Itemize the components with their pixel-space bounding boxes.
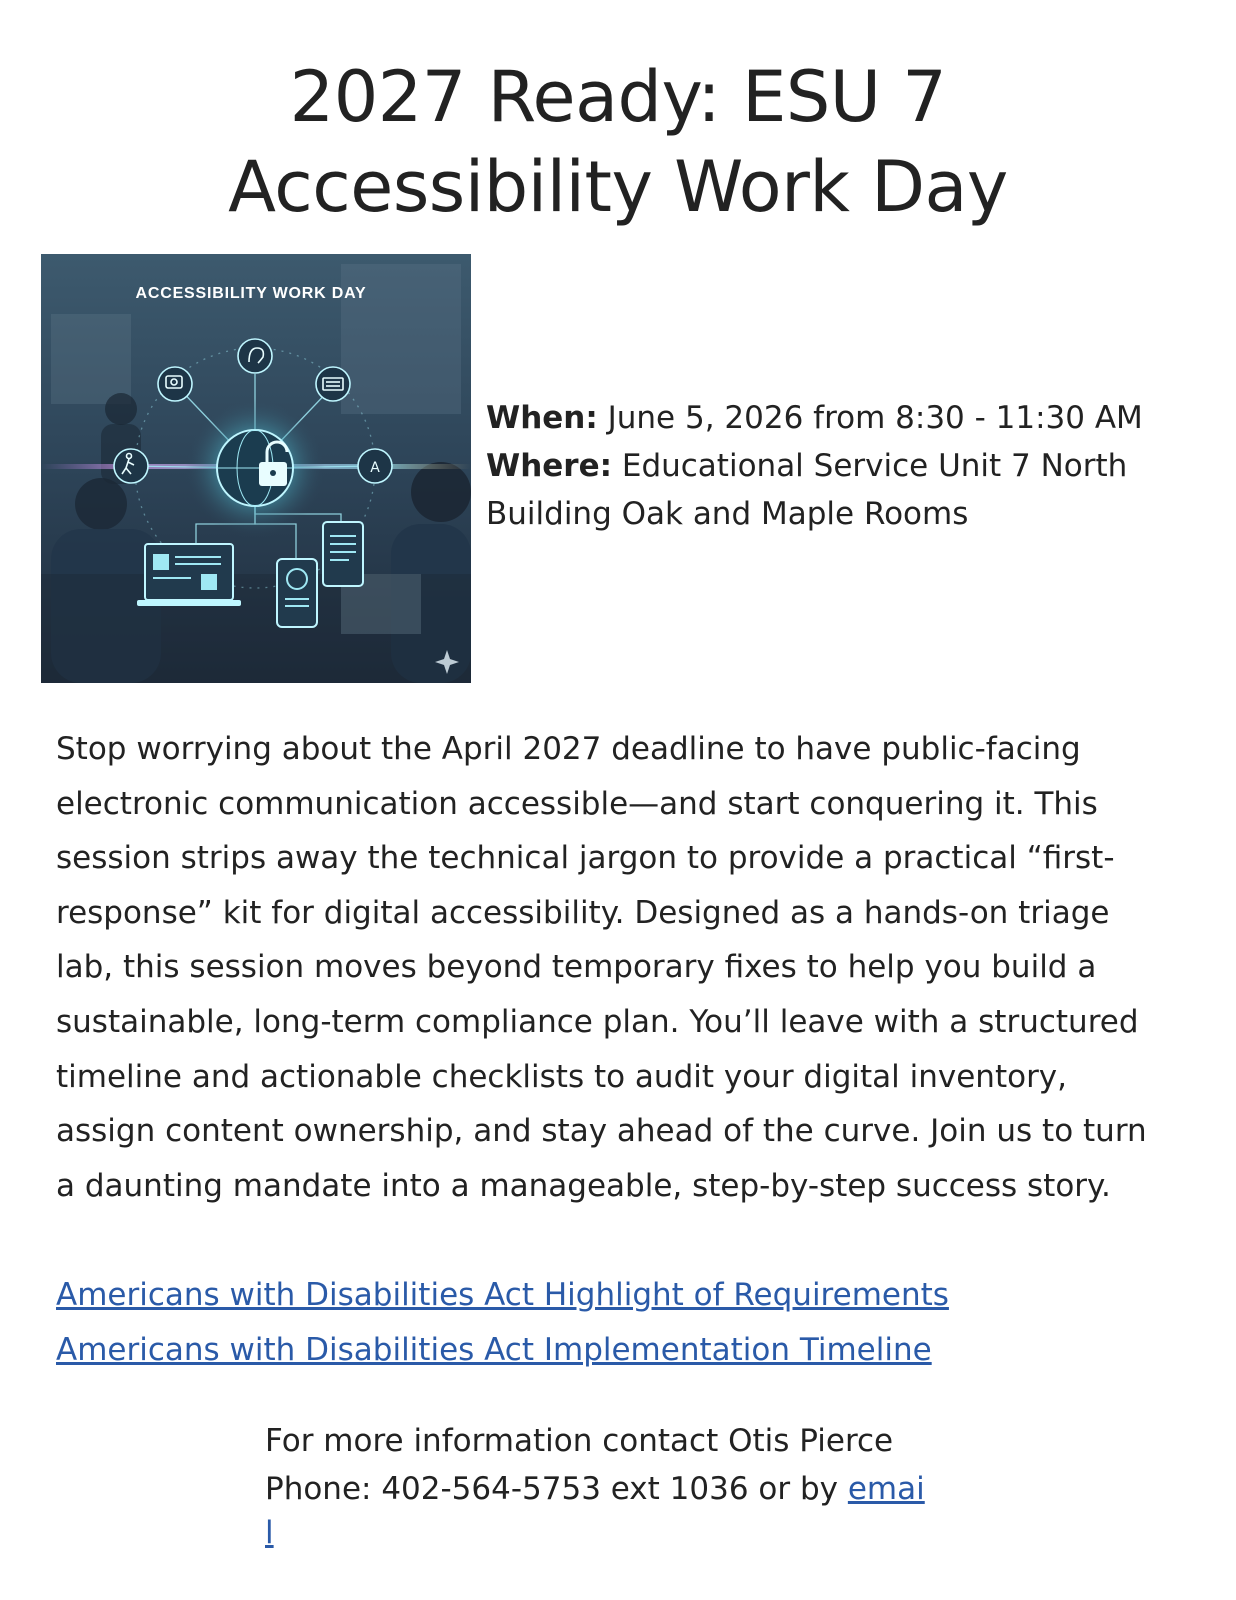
phone-line — [265, 1465, 965, 1513]
where-label: Where: — [486, 448, 612, 484]
description-paragraph: Stop worrying about the April 2027 deadline to have public-facing electronic communication accessible—and start conquering it. This session strips away the technical jargon to provide a practical “first-response” kit for digital accessibility. Designed as a hands-on triage lab, this session moves beyond temporary fixes to help you build a sustainable, long-term compliance plan. You’ll leave with a structured timeline and actionable checklists to audit your digital inventory, assign content ownership, and stay ahead of the curve. Join us to turn a daunting mandate into a manageable, step-by-step success story. — [56, 731, 1147, 1204]
resource-links — [56, 1268, 1166, 1377]
keyboard-icon — [316, 367, 350, 401]
hero-caption: ACCESSIBILITY WORK DAY — [135, 285, 367, 302]
when-row — [486, 394, 1206, 442]
page-title — [0, 52, 1236, 232]
where-row — [486, 442, 1206, 538]
where-value: Educational Service Unit 7 North Building Oak and Maple Rooms — [486, 448, 1128, 532]
contact-line: For more information contact Otis Pierce — [265, 1423, 894, 1459]
contact-block — [265, 1417, 965, 1553]
tablet-icon — [323, 522, 363, 586]
ada-requirements-link[interactable]: Americans with Disabilities Act Highlight of Requirements — [56, 1277, 949, 1313]
when-label: When: — [486, 400, 598, 436]
when-value: June 5, 2026 from 8:30 - 11:30 AM — [597, 400, 1143, 436]
event-details — [486, 394, 1206, 538]
hero-image — [41, 254, 471, 683]
background-person-head — [105, 393, 137, 425]
email-link[interactable]: emai — [847, 1471, 925, 1507]
title-line-1: 2027 Ready: ESU 7 — [289, 56, 947, 138]
phone-text: Phone: 402-564-5753 ext 1036 or by — [265, 1471, 848, 1507]
title-line-2: Accessibility Work Day — [228, 146, 1008, 228]
email-link-continued[interactable]: l — [265, 1515, 274, 1551]
phone-icon — [277, 559, 317, 627]
ada-timeline-link[interactable]: Americans with Disabilities Act Implementation Timeline — [56, 1331, 932, 1368]
hearing-icon — [238, 339, 272, 373]
laptop-icon — [137, 544, 241, 606]
svg-text:A: A — [370, 460, 380, 476]
